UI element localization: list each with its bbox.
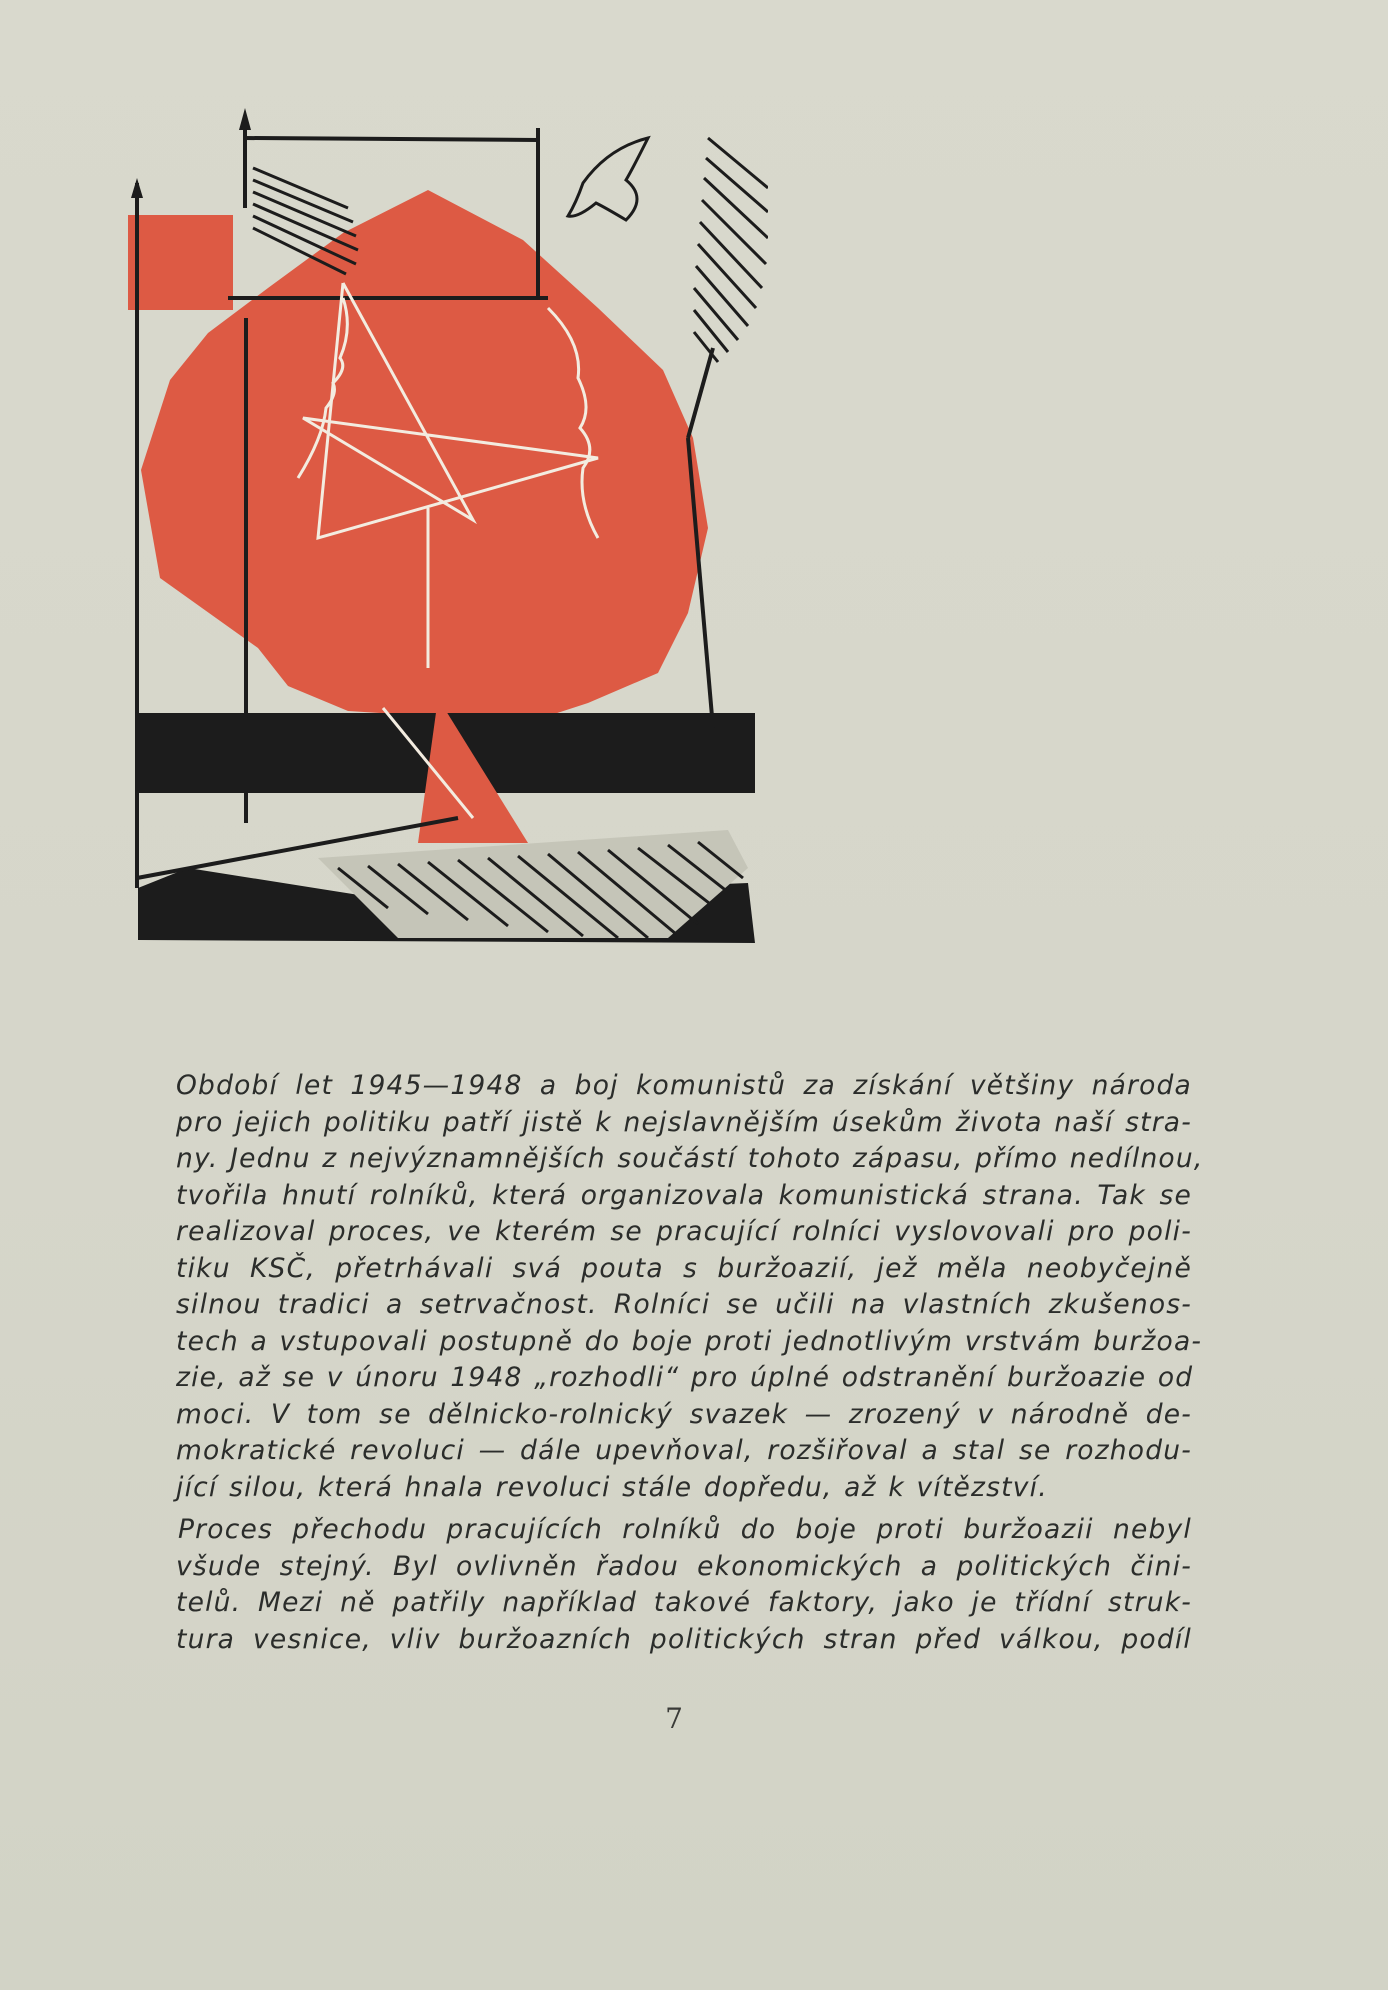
illustration [128,108,768,950]
paragraph-1-line-11: mokratické revoluci — dále upevňoval, rozšiřoval a stal se rozhodu- [176,1435,1192,1466]
paragraph-2-line-2: všude stejný. Byl ovlivněn řadou ekonomických a politických čini- [176,1550,1192,1582]
paragraph-1-line-3: ny. Jednu z nejvýznamnějších součástí tohoto zápasu, přímo nedílnou, [176,1143,1204,1174]
paragraph-2-line-1: Proces přechodu pracujících rolníků do boje proti buržoazii nebyl [178,1514,1192,1545]
paragraph-1-line-2: pro jejich politiku patří jistě k nejslavnějším úsekům života naší stra- [176,1106,1192,1138]
paragraph-1-line-1: Období let 1945—1948 a boj komunistů za získání většiny národa [176,1070,1192,1101]
page-number: 7 [665,1702,683,1735]
paragraph-2-line-3: telů. Mezi ně patřily například takové faktory, jako je třídní struk- [176,1587,1192,1618]
paragraph-1-line-12: jící silou, která hnala revoluci stále dopředu, až k vítězství. [176,1471,1048,1503]
paragraph-1-line-7: silnou tradici a setrvačnost. Rolníci se učili na vlastních zkušenos- [176,1289,1192,1320]
paragraph-1-line-6: tiku KSČ, přetrhávali svá pouta s buržoazií, jež měla neobyčejně [176,1252,1192,1284]
paragraph-1-line-10: moci. V tom se dělnicko-rolnický svazek — zrozený v národně de- [176,1398,1192,1430]
paragraph-2-line-4: tura vesnice, vliv buržoazních politických stran před válkou, podíl [176,1623,1192,1655]
body-text [176,1068,1204,1658]
paragraph-1-line-9: zie, až se v únoru 1948 „rozhodli“ pro úplné odstranění buržoazie od [176,1362,1194,1393]
red-flag [128,215,233,310]
paragraph-1-line-8: tech a vstupovali postupně do boje proti jednotlivým vrstvám buržoa- [176,1325,1203,1357]
paragraph-1-line-4: tvořila hnutí rolníků, která organizovala komunistická strana. Tak se [176,1179,1192,1211]
dove-icon [568,138,648,220]
paragraph-1-line-5: realizoval proces, ve kterém se pracující rolníci vyslovovali pro poli- [176,1216,1192,1247]
